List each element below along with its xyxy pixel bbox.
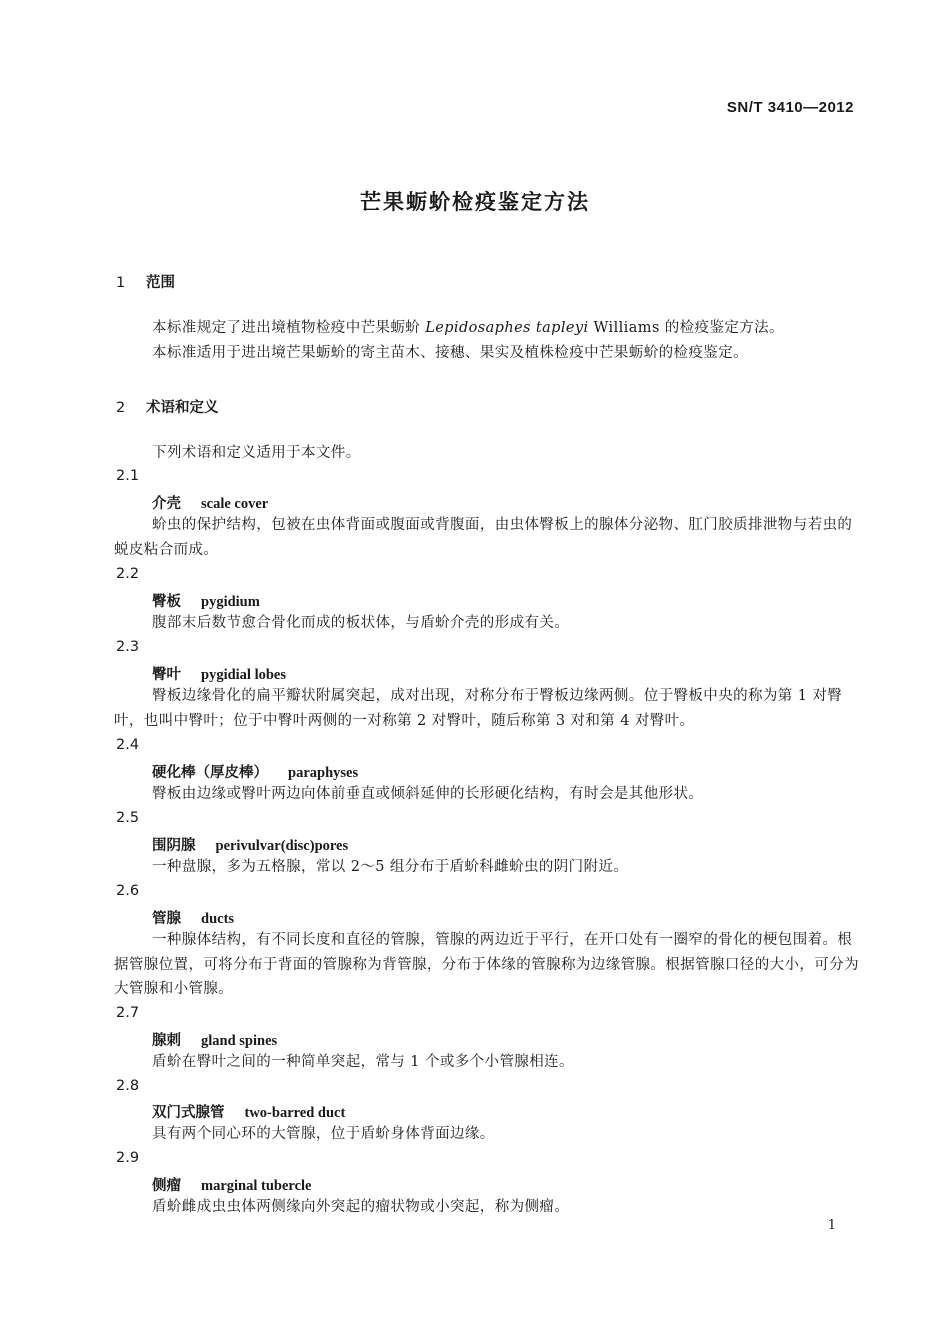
term-definition: 腹部末后数节愈合骨化而成的板状体，与盾蚧介壳的形成有关。 [152, 615, 570, 631]
section-number: 2 [116, 400, 126, 416]
page-number: 1 [827, 1218, 836, 1233]
term-definition: 盾蚧在臀叶之间的一种简单突起，常与 1 个或多个小管腺相连。 [152, 1054, 574, 1070]
term-definition: 臀板由边缘或臀叶两边向体前垂直或倾斜延伸的长形硬化结构，有时会是其他形状。 [152, 786, 704, 802]
term-number: 2.6 [116, 883, 140, 899]
term-number: 2.4 [116, 737, 140, 753]
term-definition: 一种腺体结构，有不同长度和直径的管腺，管腺的两边近于平行，在开口处有一圈窄的骨化的梗包围着。根据管腺位置，可将分布于背面的管腺称为背管腺，分布于体缘的管腺称为边缘管腺。根据管腺口径的大小，可分为大管腺和小管腺。 [114, 932, 859, 997]
term-heading: 围阴腺 perivulvar(disc)pores [152, 838, 349, 854]
document-title: 芒果蛎蚧检疫鉴定方法 [360, 190, 590, 214]
term-definition: 蚧虫的保护结构，包被在虫体背面或腹面或背腹面，由虫体臀板上的腺体分泌物、肛门胶质排泄物与若虫的蜕皮粘合而成。 [114, 517, 853, 558]
term-definition: 具有两个同心环的大管腺，位于盾蚧身体背面边缘。 [152, 1126, 495, 1142]
section-number: 1 [116, 275, 126, 291]
term-number: 2.3 [116, 639, 140, 655]
term-number: 2.9 [116, 1150, 140, 1166]
species-latin-name: Lepidosaphes tapleyi [425, 320, 589, 336]
term-number: 2.2 [116, 566, 140, 582]
term-number: 2.1 [116, 468, 140, 484]
term-number: 2.8 [116, 1078, 140, 1094]
term-definition: 一种盘腺，多为五格腺，常以 2～5 组分布于盾蚧科雌蚧虫的阴门附近。 [152, 859, 629, 875]
term-number: 2.5 [116, 810, 140, 826]
term-heading: 介壳 scale cover [152, 496, 269, 512]
standard-code: SN/T 3410—2012 [726, 99, 854, 116]
term-heading: 臀板 pygidium [152, 594, 260, 610]
terms-intro: 下列术语和定义适用于本文件。 [152, 445, 361, 461]
section-heading-terms [116, 396, 219, 417]
section-heading-scope [116, 271, 175, 292]
term-heading: 管腺 ducts [152, 911, 235, 927]
scope-paragraph-2: 本标准适用于进出境芒果蛎蚧的寄主苗木、接穗、果实及植株检疫中芒果蛎蚧的检疫鉴定。 [152, 345, 748, 361]
term-definition: 盾蚧雌成虫虫体两侧缘向外突起的瘤状物或小突起，称为侧瘤。 [152, 1199, 570, 1215]
term-definition: 臀板边缘骨化的扁平瓣状附属突起，成对出现，对称分布于臀板边缘两侧。位于臀板中央的称为第 1 对臀叶，也叫中臀叶；位于中臀叶两侧的一对称第 2 对臀叶，随后称第 3 对和第 4 对臀叶。 [114, 688, 843, 729]
section-title: 范围 [146, 275, 175, 291]
term-heading: 腺刺 gland spines [152, 1033, 278, 1049]
term-number: 2.7 [116, 1005, 140, 1021]
scope-paragraph-1: 本标准规定了进出境植物检疫中芒果蛎蚧 Lepidosaphes tapleyi Williams 的检疫鉴定方法。 [152, 320, 784, 336]
section-title: 术语和定义 [146, 400, 219, 416]
term-heading: 臀叶 pygidial lobes [152, 667, 287, 683]
term-heading: 双门式腺管 two-barred duct [152, 1105, 346, 1121]
term-heading: 侧瘤 marginal tubercle [152, 1178, 312, 1194]
term-heading: 硬化棒（厚皮棒） paraphyses [152, 765, 359, 781]
